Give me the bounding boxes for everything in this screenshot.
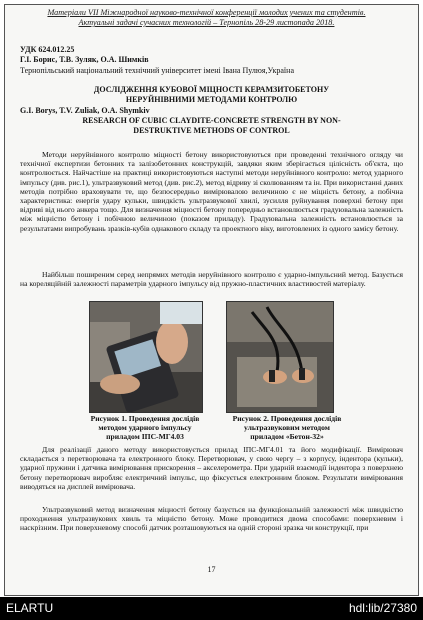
paragraph-1: Методи неруйнівного контролю міцності бетону використовуються при проведенні технічного огляду чи технічної експертизи бетонних та залізобетонних конструкцій, завдяки яким зберігається цілісність об'єкта, що контролюється. Найчастіше на практиці використовуються наступні методи неруйнівного контролю: метод ударного імпульсу (див. рис.1), ультразвуковий метод (див. рис.2), метод відриву зі сколюванням та ін. При використанні даних методів потрібно враховувати те, що безпосередньо вимірювалою величиною є не міцність бетону, а побічна характеристика: енергія удару кульки, швидкість ультразвукової хвилі, зусилля руйнування поверхні бетону при відриві від нього анкера тощо. Для визначення міцності бетону попередньо встановлюється градуювальна залежність між міцністю бетону і побічною величиною (показом приладу). Градуювальна залежність встановлюється за результатами випробувань зразків-кубів однакового складу та проектного віку, виготовлених із одного замісу бетону. <box>20 150 403 233</box>
figure-1-caption-line-2: методом ударного імпульсу <box>98 423 192 433</box>
authors-en: G.I. Borys, T.V. Zuliak, O.A. Shymkiv <box>20 106 150 115</box>
figure-2-caption-line-3: приладом «Бетон-32» <box>250 432 324 442</box>
conference-header <box>14 8 399 28</box>
header-line-1: Матеріали VII Міжнародної науково-технічної конференції молодих учених та студентів. <box>47 8 366 17</box>
footer-bar <box>0 597 423 620</box>
figure-1-photo <box>89 301 203 413</box>
title-uk-line-1: ДОСЛІДЖЕННЯ КУБОВОЇ МІЦНОСТІ КЕРАМЗИТОБЕТОНУ <box>93 85 330 94</box>
title-en-line-2: DESTRUKTIVE METHODS OF CONTROL <box>133 126 290 135</box>
figure-2-caption <box>212 414 362 442</box>
affiliation: Тернопільський національний технічний університет імені Івана Пулюя,Україна <box>20 66 294 75</box>
figure-1-caption-line-3: приладом ІПС-МГ4.03 <box>106 432 184 442</box>
paragraph-4: Ультразвуковий метод визначення міцності бетону базується на функціональній залежності між швидкістю проходження ультразвукових хвиль та міцністю бетону. Може проводитися двома способами: поверхневим і наскрізним. При поверхневому способі датчик розташовуються на одній стороні зразка чи конструкції, при <box>20 505 403 533</box>
figure-1-caption-line-1: Рисунок 1. Проведення дослідів <box>90 414 200 423</box>
title-en-line-1: RESEARCH OF CUBIC CLAYDITE-CONCRETE STRENGTH BY NON- <box>82 116 341 125</box>
title-uk-line-2: НЕРУЙНІВНИМИ МЕТОДАМИ КОНТРОЛЮ <box>125 95 298 104</box>
authors-uk: Г.І. Борис, Т.В. Зуляк, О.А. Шимків <box>20 55 149 64</box>
footer-handle-label: hdl:lib/27380 <box>348 601 417 615</box>
page-number: 17 <box>207 565 216 574</box>
figure-2-caption-line-2: ультразвуковим методом <box>244 423 330 433</box>
footer-repository-label: ELARTU <box>6 601 54 615</box>
header-line-2: Актуальні задачі сучасних технологій – Тернопіль 28-29 листопада 2018. <box>78 18 335 27</box>
figure-1-caption <box>70 414 220 442</box>
figure-2-photo <box>226 301 334 413</box>
paragraph-3: Для реалізації даного методу використовується прилад ІПС-МГ4.01 та його модифікації. Вимірювач складається з перетворювача та електронного блоку. Перетворювач, у свою чергу – з корпусу, індентора (кульки), ударної пружини і датчика вимірювання прискорення – акселерометра. При ударній взаємодії індентора з поверхнею бетону перетворювач виробляє електричний імпульс, що фіксується електронним блоком. Результати вимірювання виводяться на дисплей вимірювача. <box>20 445 403 491</box>
paragraph-2: Найбільш поширеним серед непрямих методів неруйнівного контролю є ударно-імпульсний метод. Базується на кореляційній залежності параметрів ударного імпульсу від пружно-пластичних властивостей матеріалу. <box>20 270 403 289</box>
figure-2-caption-line-1: Рисунок 2. Проведення дослідів <box>232 414 342 423</box>
udc-code: УДК 624.012.25 <box>20 45 75 54</box>
